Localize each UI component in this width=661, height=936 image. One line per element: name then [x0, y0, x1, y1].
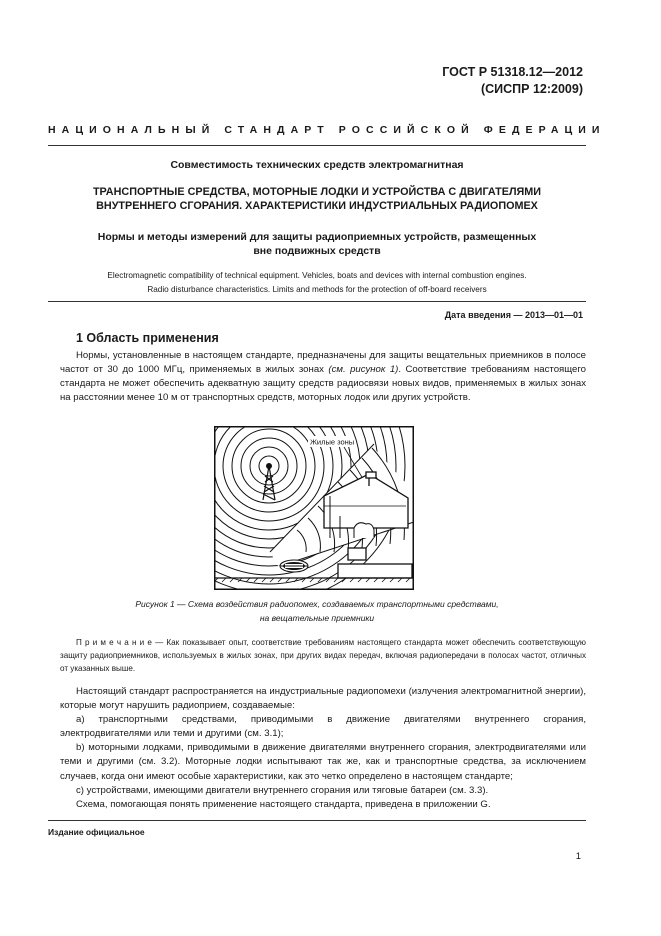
- title-main: [48, 185, 586, 213]
- vehicle-icon: [280, 560, 308, 572]
- title-english-line1: Electromagnetic compatibility of technical equipment. Vehicles, boats and devices with internal combustion engines.: [107, 271, 527, 280]
- title-main-line1: ТРАНСПОРТНЫЕ СРЕДСТВА, МОТОРНЫЕ ЛОДКИ И УСТРОЙСТВА С ДВИГАТЕЛЯМИ: [92, 186, 542, 198]
- equivalent-standard: (СИСПР 12:2009): [480, 82, 583, 96]
- house-foundation: [338, 564, 412, 578]
- figure-reference: (см. рисунок 1): [328, 364, 399, 376]
- p1-text-rest: . Соответствие требованиям настоящего стандарта не может обеспечить адекватную защиту средств радиосвязи новых видов, применяемых в жилых зонах на расстоянии менее 10 м от транспортных средств, моторных лодок или других устройств.: [60, 364, 586, 404]
- official-edition: Издание официальное: [48, 827, 145, 837]
- footer-divider: [48, 820, 586, 821]
- date-of-introduction: Дата введения — 2013—01—01: [444, 310, 583, 320]
- note-prefix: П р и м е ч а н и е —: [76, 638, 164, 647]
- title-sub-line2: вне подвижных средств: [253, 245, 381, 257]
- figure-caption-line1: Рисунок 1 — Схема воздействия радиопомех, создаваемых транспортными средствами,: [135, 599, 499, 609]
- title-english: [48, 269, 586, 297]
- section-heading: 1 Область применения: [76, 331, 219, 345]
- standard-number: ГОСТ Р 51318.12—2012: [442, 65, 583, 79]
- figure-1-illustration: [214, 426, 414, 590]
- title-general: Совместимость технических средств электромагнитная: [170, 159, 464, 171]
- section-paragraph-1: [60, 349, 586, 405]
- figure-caption: [48, 597, 586, 625]
- scope-body: [60, 685, 586, 812]
- p1-text: Нормы, установленные в настоящем стандарте, предназначены для защиты вещательных приемников в полосе частот от 30 до 1000 МГц, применяемых в жилых зонах: [60, 350, 586, 376]
- standard-designation: [442, 64, 583, 98]
- title-english-line2: Radio disturbance characteristics. Limits and methods for the protection of off-board receivers: [147, 285, 487, 294]
- header-divider: [48, 145, 586, 146]
- note-text: Как показывает опыт, соответствие требованиям настоящего стандарта может обеспечить соответствующую защиту радиоприемников, используемых в жилых зонах, при других видах передач, включая радиопередачи в полосах частот, отличных от указанных выше.: [60, 638, 586, 673]
- scope-item-b: b) моторными лодками, приводимыми в движение двигателями внутреннего сгорания, электродвигателями или теми и другими (см. 3.2). Моторные лодки испытывают так же, как и транспортные средства, за исключением случаев, когда они имеют особые характеристики, как это четко определено в настоящем стандарте;: [60, 742, 586, 782]
- title-sub-line1: Нормы и методы измерений для защиты радиоприемных устройств, размещенных: [97, 231, 537, 243]
- page-number: 1: [575, 851, 581, 862]
- scope-paragraph: Настоящий стандарт распространяется на индустриальные радиопомехи (излучения электромагнитной энергии), которые могут нарушить радиоприем, создаваемые:: [60, 686, 586, 712]
- national-standard-banner: НАЦИОНАЛЬНЫЙ СТАНДАРТ РОССИЙСКОЙ ФЕДЕРАЦИИ: [48, 124, 606, 136]
- note-block: [60, 636, 586, 675]
- transmitter-antenna-icon: [266, 463, 272, 469]
- scope-item-a: a) транспортными средствами, приводимыми в движение двигателями внутреннего сгорания, электродвигателями или теми и другими (см. 3.1);: [60, 714, 586, 740]
- transmitter-tower: [263, 466, 275, 500]
- title-sub: [48, 230, 586, 258]
- scope-item-c: c) устройствами, имеющими двигатели внутреннего сгорания или тяговые батареи (см. 3.3).: [76, 784, 489, 796]
- residential-zone-label: Жилые зоны: [310, 437, 355, 447]
- title-divider: [48, 301, 586, 302]
- title-main-line2: ВНУТРЕННЕГО СГОРАНИЯ. ХАРАКТЕРИСТИКИ ИНДУСТРИАЛЬНЫХ РАДИОПОМЕХ: [96, 200, 538, 212]
- annex-reference: Схема, помогающая понять применение настоящего стандарта, приведена в приложении G.: [76, 798, 491, 810]
- figure-caption-line2: на вещательные приемники: [259, 613, 375, 623]
